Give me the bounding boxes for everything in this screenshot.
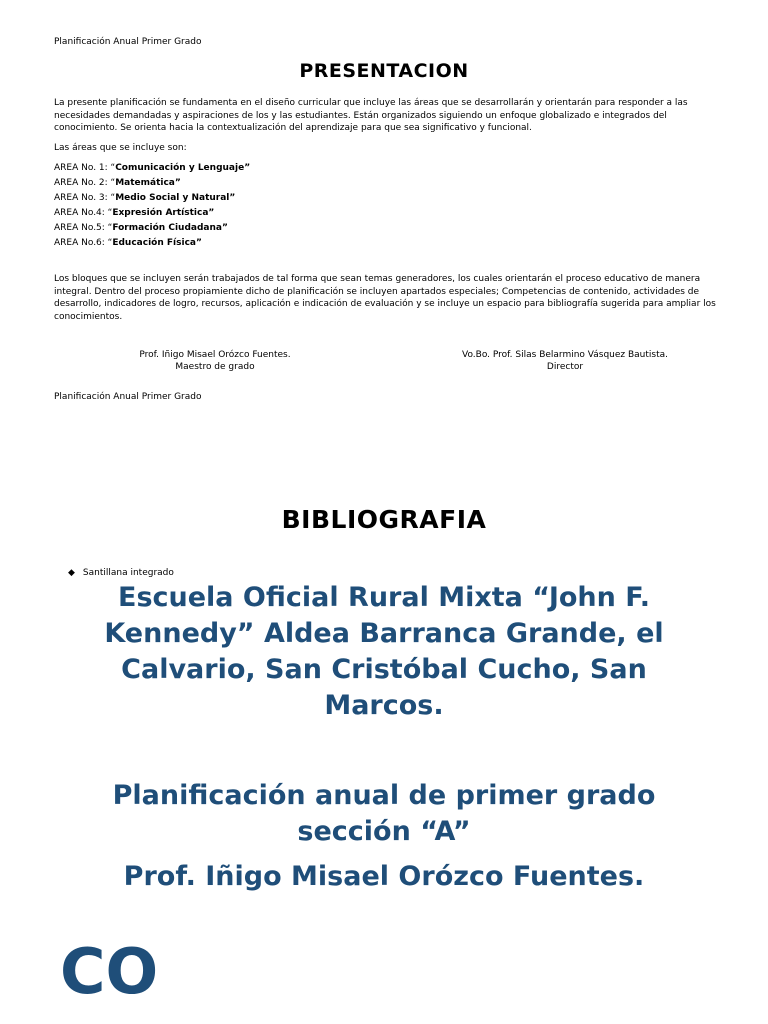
page-title: PRESENTACION xyxy=(299,60,469,82)
plan-title: Planificación anual de primer grado sección “A” xyxy=(112,780,656,847)
list-item: AREA No. 3: “Medio Social y Natural” xyxy=(54,193,236,203)
signature-name: Vo.Bo. Prof. Silas Belarmino Vásquez Bautista. xyxy=(461,350,669,360)
page-header: Planificación Anual Primer Grado xyxy=(54,37,202,47)
list-item: AREA No.6: “Educación Física” xyxy=(54,238,202,248)
signature-name: Prof. Iñigo Misael Orózco Fuentes. xyxy=(139,350,291,360)
list-item: AREA No. 1: “Comunicación y Lenguaje” xyxy=(54,163,251,173)
areas-list xyxy=(54,161,250,251)
list-item: AREA No. 2: “Matemática” xyxy=(54,178,181,188)
list-item xyxy=(68,568,174,578)
list-item: AREA No.4: “Expresión Artística” xyxy=(54,208,215,218)
signature-director xyxy=(405,349,725,373)
signature-role: Maestro de grado xyxy=(175,362,255,372)
bibliography-entry: Santillana integrado xyxy=(82,568,174,578)
areas-intro: Las áreas que se incluye son: xyxy=(54,143,187,153)
cover-fragment: CO xyxy=(60,935,159,1008)
intro-paragraph: La presente planificación se fundamenta en el diseño curricular que incluye las áreas que se desarrollarán y orientarán para responder a las necesidades demandadas y aspiraciones de los y las estudiantes. Están organizados siguiendo un enfoque globalizado e integrados del conocimiento. Se orienta hacia la contextualización del aprendizaje para que sea significativo y funcional. xyxy=(54,98,688,133)
list-item: AREA No.5: “Formación Ciudadana” xyxy=(54,223,228,233)
page-header: Planificación Anual Primer Grado xyxy=(54,392,202,402)
signature-role: Director xyxy=(546,362,584,372)
signature-teacher xyxy=(110,349,320,373)
bloques-paragraph: Los bloques que se incluyen serán trabajados de tal forma que sean temas generadores, los cuales orientarán el proceso educativo de manera integral. Dentro del proceso propiamiente dicho de planificación se incluyen apartados especiales; Competencias de contenido, actividades de desarrollo, indicadores de logro, recursos, aplicación e indicación de evaluación y se incluye un espacio para bibliografía sugerida para ampliar los conocimientos. xyxy=(54,274,716,322)
diamond-bullet-icon: ◆ xyxy=(68,568,75,578)
section-title: BIBLIOGRAFIA xyxy=(281,505,487,534)
school-name: Escuela Oficial Rural Mixta “John F. Kennedy” Aldea Barranca Grande, el Calvario, San Cristóbal Cucho, San Marcos. xyxy=(104,582,664,721)
teacher-name: Prof. Iñigo Misael Orózco Fuentes. xyxy=(123,861,645,892)
